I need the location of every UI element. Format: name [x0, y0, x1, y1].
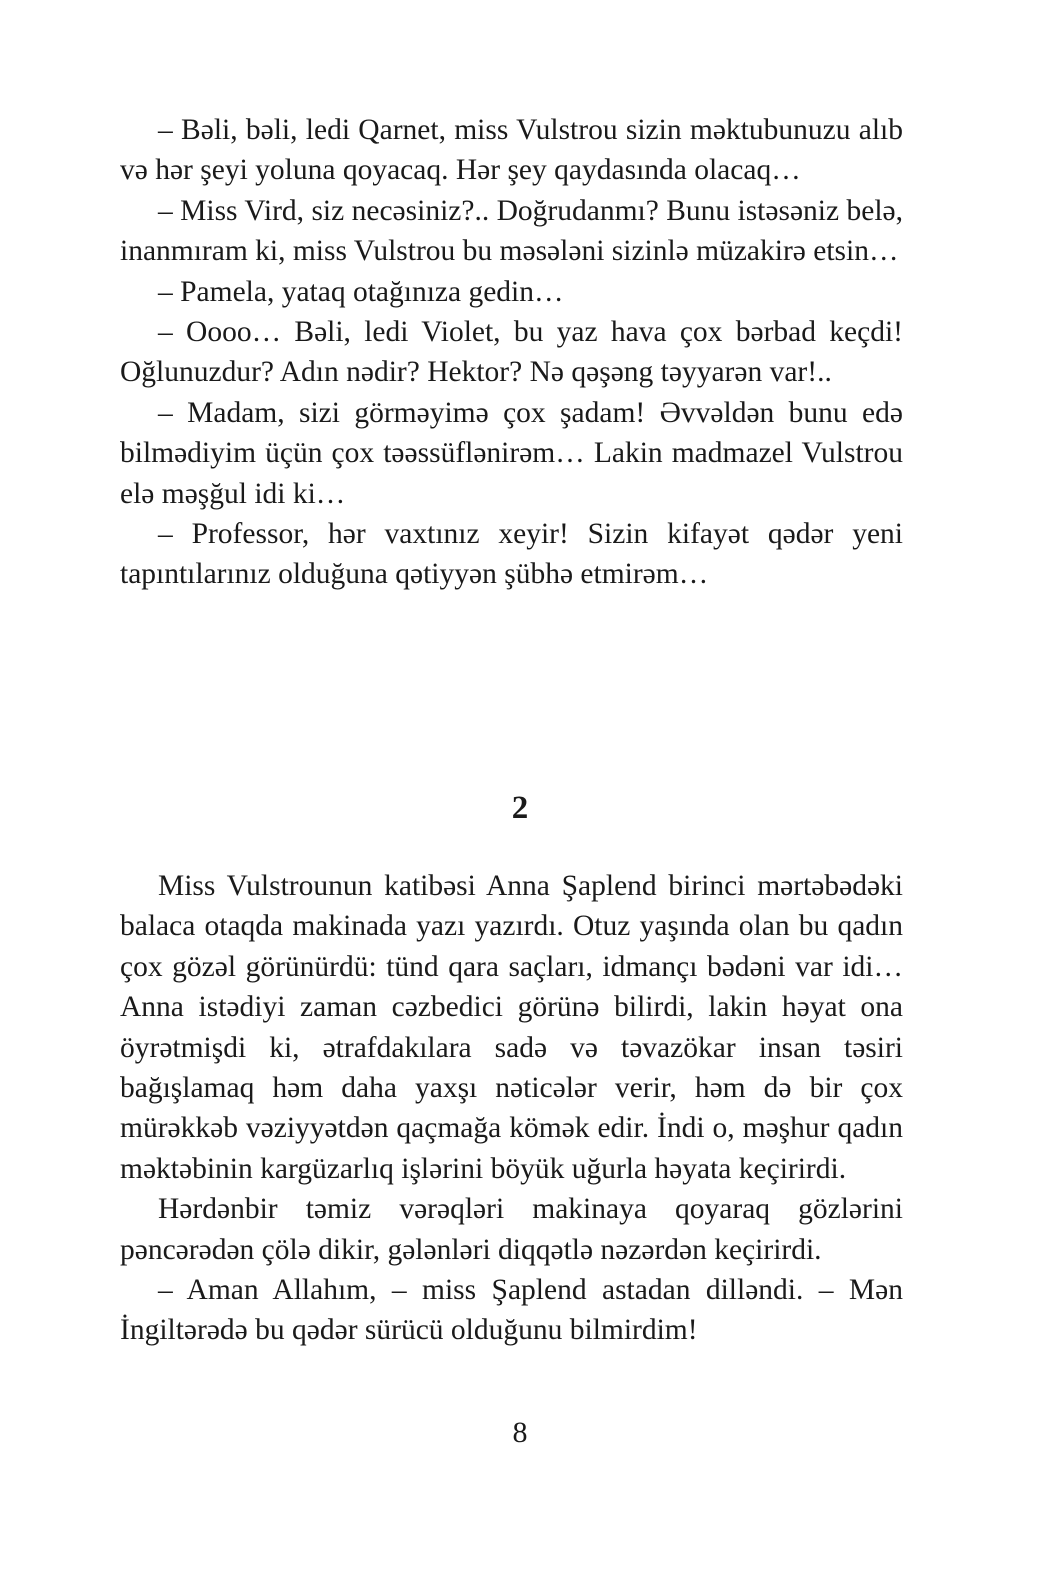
dialogue-paragraph: – Madam, sizi görməyimə çox şadam! Əvvəldən bunu edə bilmədiyim üçün çox təəssüflənirəm… Lakin madmazel Vulstrou elə məşğul idi ki…: [120, 396, 903, 510]
page-number: 8: [512, 1416, 528, 1449]
body-paragraph: Miss Vulstrounun katibəsi Anna Şaplend birinci mərtəbədəki balaca otaqda makinada yazı yazırdı. Otuz yaşında olan bu qadın çox gözəl görünürdü: tünd qara saçları, idmançı bədəni var idi… Anna istədiyi zaman cəzbedici görünə bilirdi, lakin həyat ona öyrətmişdi ki, ətrafdakılara sadə və təvazökar insan təsiri bağışlamaq həm daha yaxşı nəticələr verir, həm də bir çox mürəkkəb vəziyyətdən qaçmağa kömək edir. İndi o, məşhur qadın məktəbinin kargüzarlıq işlərini böyük uğurla həyata keçirirdi.: [120, 870, 903, 1185]
dialogue-paragraph: – Oooo… Bəli, ledi Violet, bu yaz hava çox bərbad keçdi! Oğlunuzdur? Adın nədir? Hektor? Nə qəşəng təyyarən var!..: [120, 316, 903, 389]
dialogue-paragraph: – Pamela, yataq otağınıza gedin…: [158, 275, 564, 308]
dialogue-paragraph: – Bəli, bəli, ledi Qarnet, miss Vulstrou sizin məktubunuzu alıb və hər şeyi yoluna qoyacaq. Hər şey qaydasında olacaq…: [120, 114, 903, 187]
dialogue-paragraph: – Professor, hər vaxtınız xeyir! Sizin kifayət qədər yeni tapıntılarınız olduğuna qətiyyən şübhə etmirəm…: [120, 518, 903, 591]
body-paragraph: Hərdənbir təmiz vərəqləri makinaya qoyaraq gözlərini pəncərədən çölə dikir, gələnləri diqqətlə nəzərdən keçirirdi.: [120, 1193, 903, 1266]
dialogue-section: [120, 110, 903, 595]
body-paragraph: – Aman Allahım, – miss Şaplend astadan dilləndi. – Mən İngiltərədə bu qədər sürücü olduğunu bilmirdim!: [120, 1274, 903, 1347]
chapter-number: 2: [511, 790, 529, 826]
chapter-body: [120, 866, 903, 1351]
dialogue-paragraph: – Miss Vird, siz necəsiniz?.. Doğrudanmı? Bunu istəsəniz belə, inanmıram ki, miss Vulstrou bu məsələni sizinlə müzakirə etsin…: [120, 194, 903, 268]
